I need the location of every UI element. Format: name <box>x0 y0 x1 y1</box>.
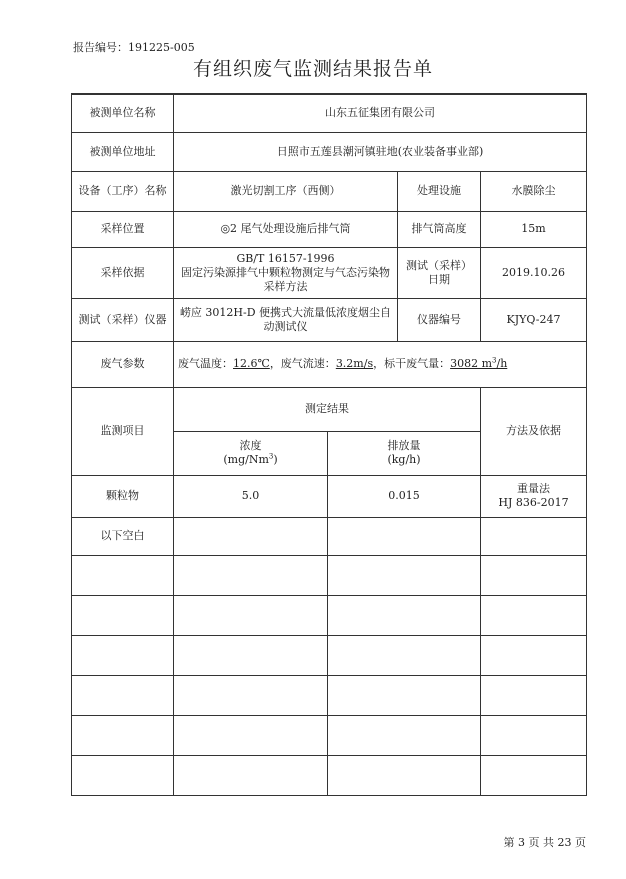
empty-cell <box>174 555 328 595</box>
conc-unit-post: ) <box>273 453 278 466</box>
page-number: 第 3 页 共 23 页 <box>503 836 586 849</box>
empty-cell <box>328 517 481 555</box>
report-number-label: 报告编号： <box>73 41 128 54</box>
sampling-location-value: ◎2 尾气处理设施后排气筒 <box>174 211 398 247</box>
std-volume-label: ，标干废气量： <box>373 357 451 370</box>
empty-cell <box>481 635 587 675</box>
empty-cell <box>481 517 587 555</box>
page-title: 有组织废气监测结果报告单 <box>192 58 433 80</box>
std-volume-tail: /h <box>496 357 508 370</box>
empty-cell <box>328 675 481 715</box>
row-unit-name <box>72 94 587 132</box>
stack-height-value: 15m <box>481 211 587 247</box>
equipment-value: 激光切割工序（西侧） <box>174 171 398 211</box>
result-item: 颗粒物 <box>72 475 174 517</box>
empty-cell <box>72 715 174 755</box>
row-sampling-basis <box>72 247 587 298</box>
empty-cell <box>328 555 481 595</box>
emission-label: 排放量 <box>387 439 421 452</box>
empty-row <box>72 595 587 635</box>
conc-unit-pre: (mg/Nm <box>223 453 269 466</box>
empty-cell <box>481 595 587 635</box>
unit-name-label: 被测单位名称 <box>72 94 174 132</box>
empty-cell <box>328 755 481 795</box>
unit-name-value: 山东五征集团有限公司 <box>174 94 587 132</box>
result-emission: 0.015 <box>328 475 481 517</box>
std-volume-sup: 3 <box>492 356 497 365</box>
gas-params-label: 废气参数 <box>72 341 174 387</box>
empty-cell <box>72 635 174 675</box>
row-blank-note <box>72 517 587 555</box>
row-results-header <box>72 387 587 431</box>
blank-note: 以下空白 <box>72 517 174 555</box>
row-instrument <box>72 298 587 341</box>
sampling-basis-method: 固定污染源排气中颗粒物测定与气态污染物采样方法 <box>181 265 390 293</box>
gas-temp-label: 废气温度： <box>178 357 233 370</box>
unit-address-value: 日照市五莲县潮河镇驻地(农业装备事业部) <box>174 132 587 171</box>
empty-cell <box>328 635 481 675</box>
empty-cell <box>72 675 174 715</box>
empty-cell <box>481 675 587 715</box>
row-gas-params <box>72 341 587 387</box>
empty-cell <box>72 555 174 595</box>
report-number <box>73 39 195 55</box>
conc-header <box>174 431 328 475</box>
empty-row <box>72 715 587 755</box>
row-sampling-location <box>72 211 587 247</box>
table-row <box>72 475 587 517</box>
empty-cell <box>481 555 587 595</box>
empty-cell <box>174 595 328 635</box>
report-number-value: 191225-005 <box>128 41 195 54</box>
sampling-basis-label: 采样依据 <box>72 247 174 298</box>
empty-row <box>72 635 587 675</box>
sampling-basis-standard: GB/T 16157-1996 <box>236 251 335 265</box>
empty-row <box>72 755 587 795</box>
gas-flow-value: 3.2m/s <box>335 357 374 370</box>
conc-unit <box>178 453 323 467</box>
report-table <box>71 93 587 796</box>
sampling-location-label: 采样位置 <box>72 211 174 247</box>
equipment-label: 设备（工序）名称 <box>72 171 174 211</box>
empty-cell <box>174 755 328 795</box>
result-conc: 5.0 <box>174 475 328 517</box>
unit-address-label: 被测单位地址 <box>72 132 174 171</box>
instrument-value: 崂应 3012H-D 便携式大流量低浓度烟尘自动测试仪 <box>174 298 398 341</box>
gas-flow-label: ，废气流速： <box>269 357 336 370</box>
stack-height-label: 排气筒高度 <box>398 211 481 247</box>
empty-cell <box>328 595 481 635</box>
treatment-value: 水膜除尘 <box>481 171 587 211</box>
treatment-label: 处理设施 <box>398 171 481 211</box>
empty-cell <box>174 517 328 555</box>
empty-cell <box>174 675 328 715</box>
conc-label: 浓度 <box>239 439 262 452</box>
gas-temp-value: 12.6℃ <box>233 357 270 370</box>
result-method <box>481 475 587 517</box>
test-date-label: 测试（采样）日期 <box>398 247 481 298</box>
result-method-standard: HJ 836-2017 <box>498 496 569 509</box>
item-label: 监测项目 <box>72 387 174 475</box>
gas-params-value <box>174 341 587 387</box>
std-volume-number: 3082 m <box>450 357 493 370</box>
emission-unit: (kg/h) <box>387 453 421 466</box>
empty-cell <box>72 595 174 635</box>
instrument-label: 测试（采样）仪器 <box>72 298 174 341</box>
conc-unit-sup: 3 <box>268 452 274 461</box>
emission-header <box>328 431 481 475</box>
empty-cell <box>481 715 587 755</box>
empty-row <box>72 555 587 595</box>
result-method-name: 重量法 <box>517 482 550 495</box>
empty-cell <box>174 635 328 675</box>
std-volume-value <box>450 357 507 370</box>
method-label: 方法及依据 <box>481 387 587 475</box>
row-equipment <box>72 171 587 211</box>
sampling-basis-value <box>174 247 398 298</box>
empty-cell <box>72 755 174 795</box>
empty-cell <box>328 715 481 755</box>
row-unit-address <box>72 132 587 171</box>
instrument-no-label: 仪器编号 <box>398 298 481 341</box>
test-date-value: 2019.10.26 <box>481 247 587 298</box>
empty-cell <box>481 755 587 795</box>
result-label: 测定结果 <box>174 387 481 431</box>
empty-cell <box>174 715 328 755</box>
instrument-no-value: KJYQ-247 <box>481 298 587 341</box>
empty-row <box>72 675 587 715</box>
